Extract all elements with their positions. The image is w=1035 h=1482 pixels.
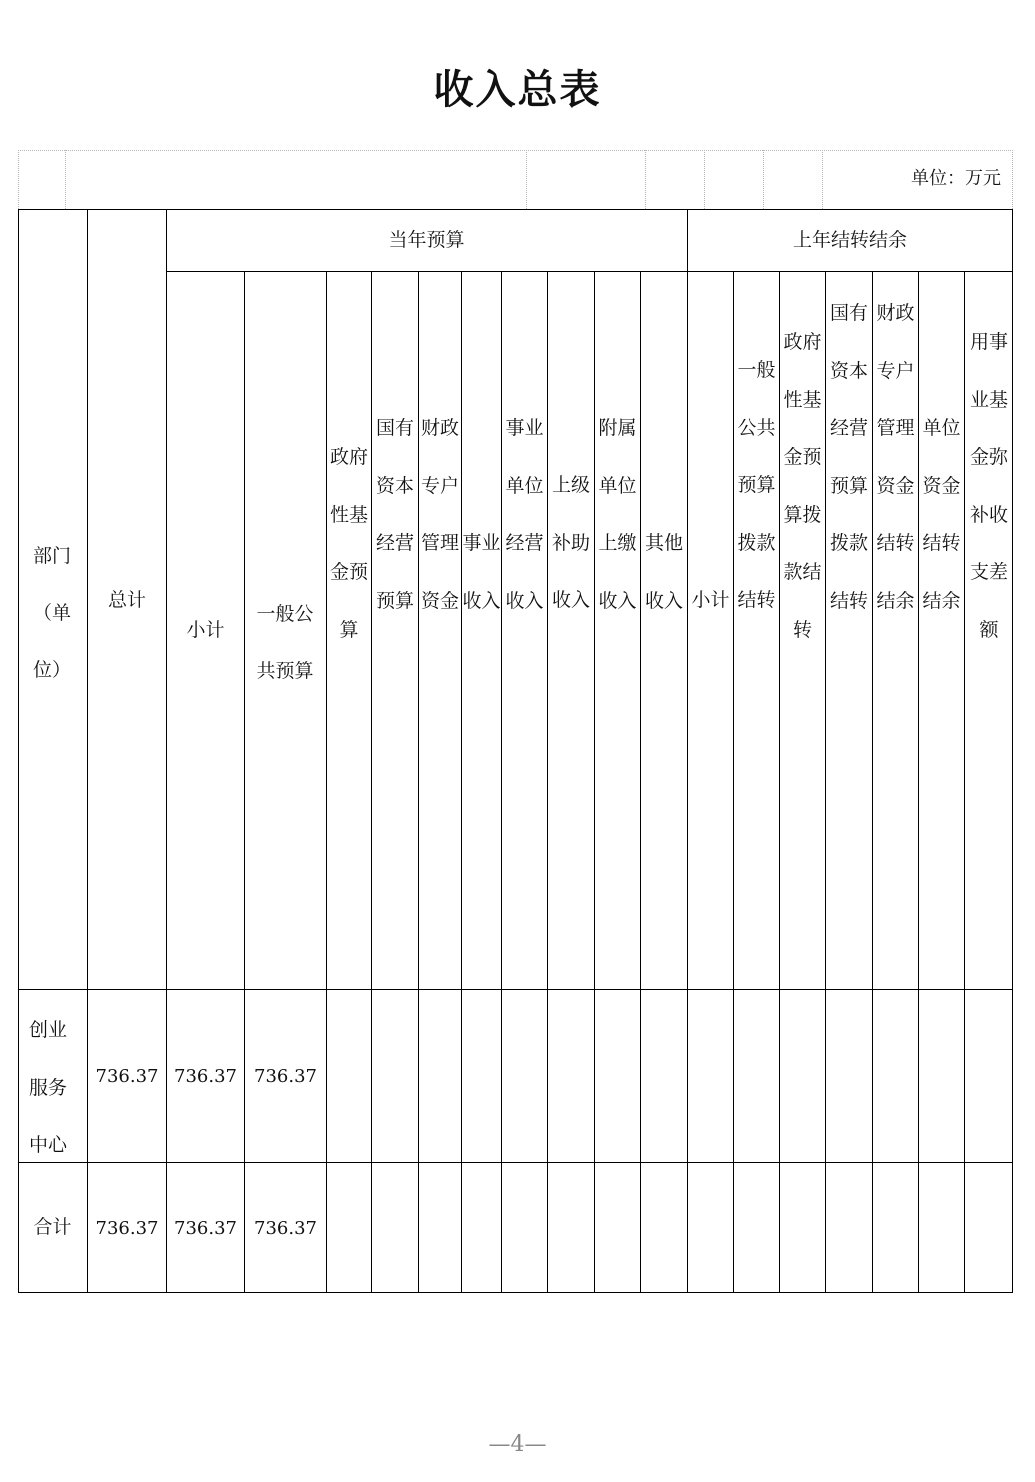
col-prior-subtotal: 小计 [691,589,730,611]
row-total: 736.37 [95,1066,159,1087]
col-current-business-income: 事业收入 [462,532,501,612]
row-subtotal: 736.37 [174,1218,237,1239]
row-subtotal: 736.37 [174,1066,237,1087]
col-current-gov-fund: 政府性基金预算 [329,446,368,641]
header-total: 总计 [107,589,146,611]
col-current-affiliate-remit: 附属单位上缴收入 [598,417,637,612]
unit-label: 单位：万元 [911,168,1001,189]
col-current-subtotal: 小计 [186,619,225,641]
col-current-superior-subsidy: 上级补助收入 [551,474,590,611]
header-dept: 部门（单位） [32,545,71,681]
unit-row-divider [526,150,527,209]
col-current-operating-income: 事业单位经营收入 [505,417,544,612]
unit-row-divider [763,150,764,209]
row-general: 736.37 [254,1066,317,1087]
col-prior-business-fund-offset: 用事业基金弥补收支差额 [969,331,1008,641]
unit-row-divider [65,150,66,209]
unit-row-divider [704,150,705,209]
col-prior-special-account-carryover: 财政专户管理资金结转结余 [876,302,915,612]
col-current-other-income: 其他收入 [644,532,683,612]
unit-row-divider [822,150,823,209]
row-general: 736.37 [254,1218,317,1239]
row-dept: 合计 [33,1216,72,1238]
col-prior-gov-fund-carryover: 政府性基金预算拨款结转 [783,331,822,641]
row-dept: 创业服务中心 [28,1019,67,1156]
col-prior-unit-fund-carryover: 单位资金结转结余 [922,417,961,612]
unit-row-frame [18,150,1013,209]
unit-row-divider [645,150,646,209]
row-total: 736.37 [95,1218,159,1239]
header-current-year: 当年预算 [388,229,465,251]
col-current-special-account: 财政专户管理资金 [420,417,459,612]
page-title: 收入总表 [433,66,602,113]
col-current-state-capital: 国有资本经营预算 [375,417,414,612]
page-number: —4— [488,1432,547,1457]
col-prior-general-carryover: 一般公共预算拨款结转 [737,359,776,611]
header-prior-year: 上年结转结余 [792,229,907,251]
col-prior-state-capital-carryover: 国有资本经营预算拨款结转 [829,302,868,612]
col-current-general: 一般公共预算 [256,603,314,682]
